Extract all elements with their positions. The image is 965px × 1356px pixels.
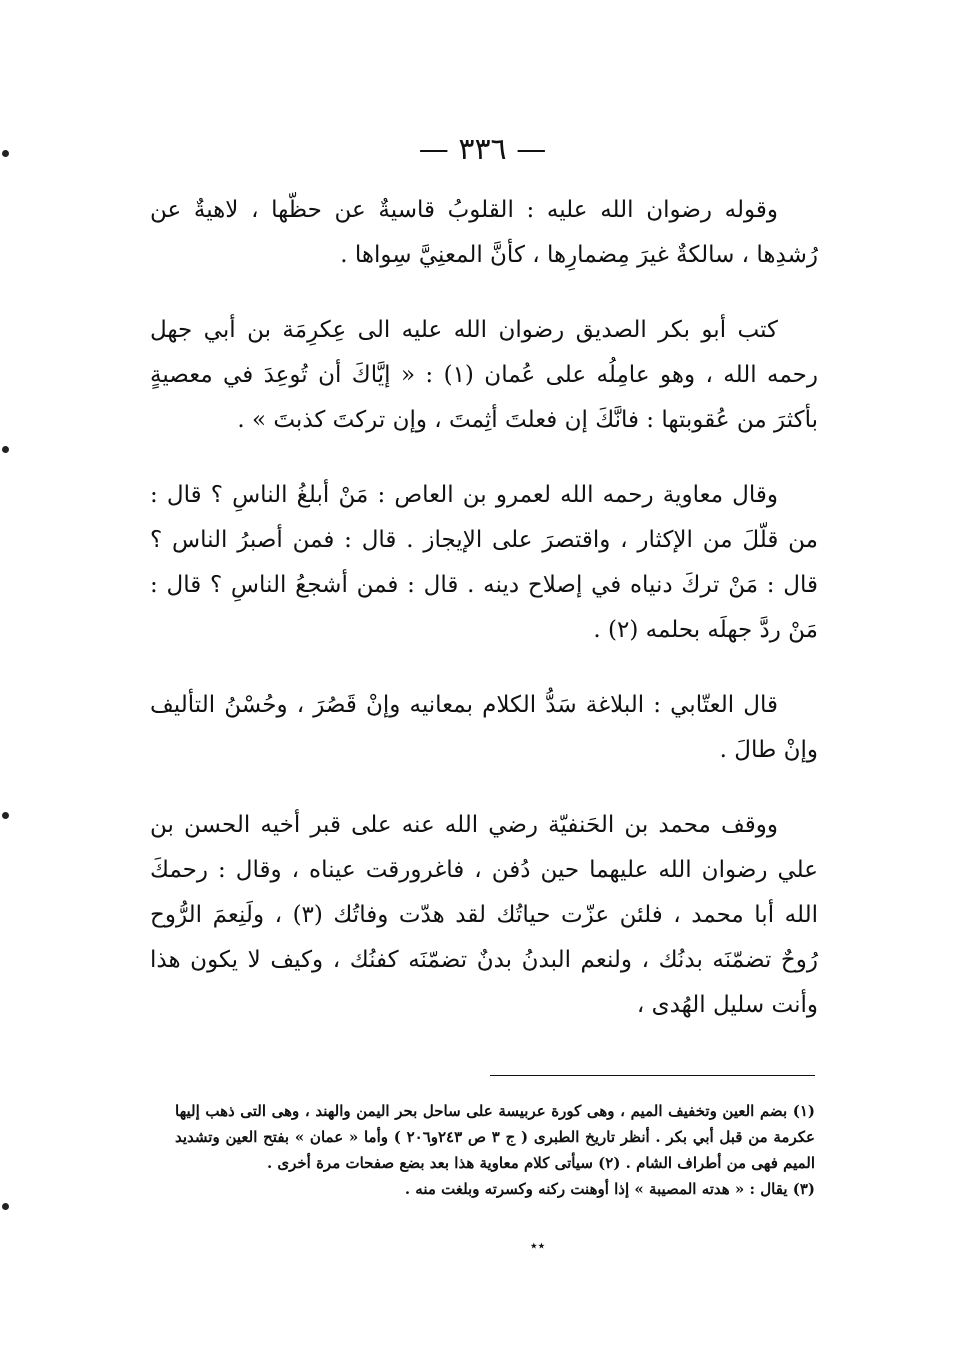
- paragraph: قال العتّابي : البلاغة سَدُّ الكلام بمعانيه وإنْ قَصُرَ ، وحُسْنُ التأليف وإنْ طالَ .: [150, 692, 818, 763]
- margin-dot: [2, 812, 9, 819]
- footnotes: [175, 1098, 815, 1202]
- end-ornament: ٭٭: [530, 1238, 546, 1254]
- footnote: (٣) يقال : « هدته المصيبة » إذا أوهنت ركنه وكسرته وبلغت منه .: [404, 1180, 815, 1198]
- paragraph: كتب أبو بكر الصديق رضوان الله عليه الى عِكرِمَة بن أبي جهل رحمه الله ، وهو عامِلُه على عُمان (١) : « إيَّاكَ أن تُوعِدَ في معصيةٍ بأكثرَ من عُقوبتها : فانَّكَ إن فعلتَ أثِمتَ ، وإن تركتَ كذبتَ » .: [150, 317, 818, 433]
- footnote: (١) بضم العين وتخفيف الميم ، وهى كورة عربيسة على ساحل بحر اليمن والهند ، وهى التى ذهب إليها عكرمة من قبل أبي بكر . أنظر تاريخ الطبرى ( ج ٣ ص ٢٤٣و٢٠٦ ) وأما « عمان » بفتح العين وتشديد الميم فهى من أطراف الشام . (٢) سيأتى كلام معاوية هذا بعد بضع صفحات مرة أخرى .: [175, 1102, 815, 1172]
- paragraph: وقوله رضوان الله عليه : القلوبُ قاسيةٌ عن حظّها ، لاهيةٌ عن رُشدِها ، سالكةٌ غيرَ مِضمارِها ، كأنَّ المعنِيَّ سِواها .: [150, 197, 818, 268]
- paragraph: وقال معاوية رحمه الله لعمرو بن العاص : مَنْ أبلغُ الناسِ ؟ قال : من قلّلَ من الإكثار ، واقتصرَ على الإيجاز . قال : فمن أصبرُ الناس ؟ قال : مَنْ تركَ دنياه في إصلاح دينه . قال : فمن أشجعُ الناسِ ؟ قال : مَنْ ردَّ جهلَه بحلمه (٢) .: [150, 482, 818, 643]
- margin-dot: [2, 1203, 9, 1210]
- paragraph: ووقف محمد بن الحَنفيّة رضي الله عنه على قبر أخيه الحسن بن علي رضوان الله عليهما حين دُفن ، فاغرورقت عيناه ، وقال : رحمكَ الله أبا محمد ، فلئن عزّت حياتُك لقد هدّت وفاتُك (٣) ، ولَنِعمَ الرُّوح رُوحٌ تضمّنَه بدنُك ، ولنعم البدنُ بدنٌ تضمّنَه كفنُك ، وكيف لا يكون هذا وأنت سليل الهُدى ،: [150, 812, 818, 1018]
- margin-dot: [2, 446, 9, 453]
- main-text: [150, 188, 818, 1058]
- footnote-divider: [490, 1075, 815, 1076]
- margin-dot: [2, 150, 9, 157]
- page-number: — ٣٣٦ —: [418, 132, 547, 167]
